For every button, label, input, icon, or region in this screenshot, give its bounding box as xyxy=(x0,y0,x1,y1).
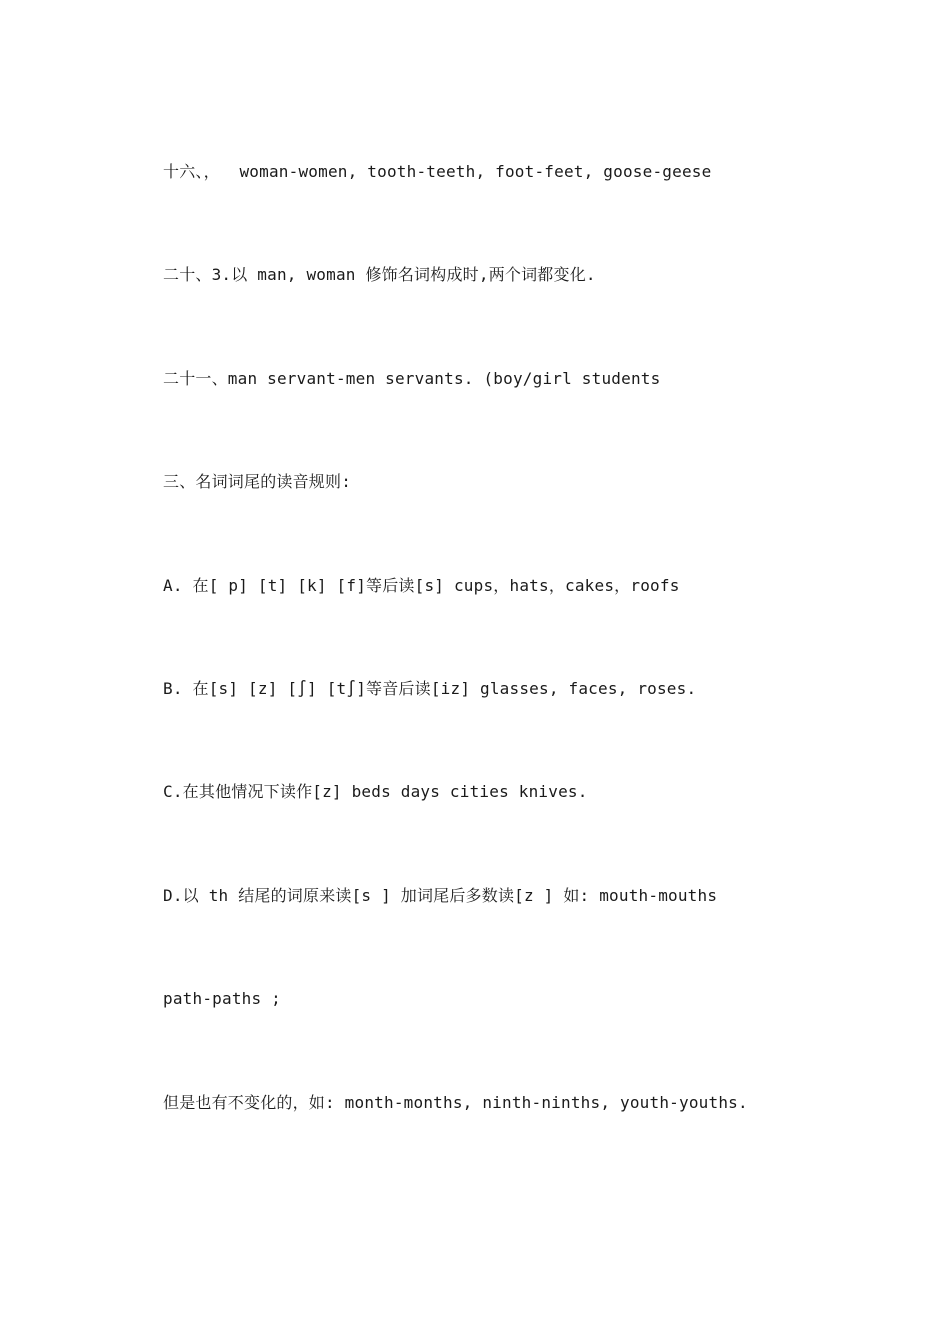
text-line-rule-a: A. 在[ p] [t] [k] [f]等后读[s] cups，hats，cakes，roofs xyxy=(163,576,680,595)
text-line-rule-c: C.在其他情况下读作[z] beds days cities knives. xyxy=(163,782,588,801)
text-line-man-woman-rule: 二十、3.以 man, woman 修饰名词构成时,两个词都变化. xyxy=(163,265,596,284)
text-line-exceptions: 但是也有不变化的，如: month-months, ninth-ninths, youth-youths. xyxy=(163,1093,748,1112)
text-line-plural-irregular: 十六、， woman-women, tooth-teeth, foot-feet, goose-geese xyxy=(163,162,712,181)
text-line-rule-b: B. 在[s] [z] [∫] [t∫]等音后读[iz] glasses, faces, roses. xyxy=(163,679,697,698)
section-heading-pronunciation: 三、名词词尾的读音规则: xyxy=(163,472,352,491)
text-line-rule-d-continued: path-paths ; xyxy=(163,989,281,1008)
text-line-rule-d: D.以 th 结尾的词原来读[s ] 加词尾后多数读[z ] 如: mouth-mouths xyxy=(163,886,718,905)
text-line-servant-example: 二十一、man servant-men servants. (boy/girl students xyxy=(163,369,661,388)
